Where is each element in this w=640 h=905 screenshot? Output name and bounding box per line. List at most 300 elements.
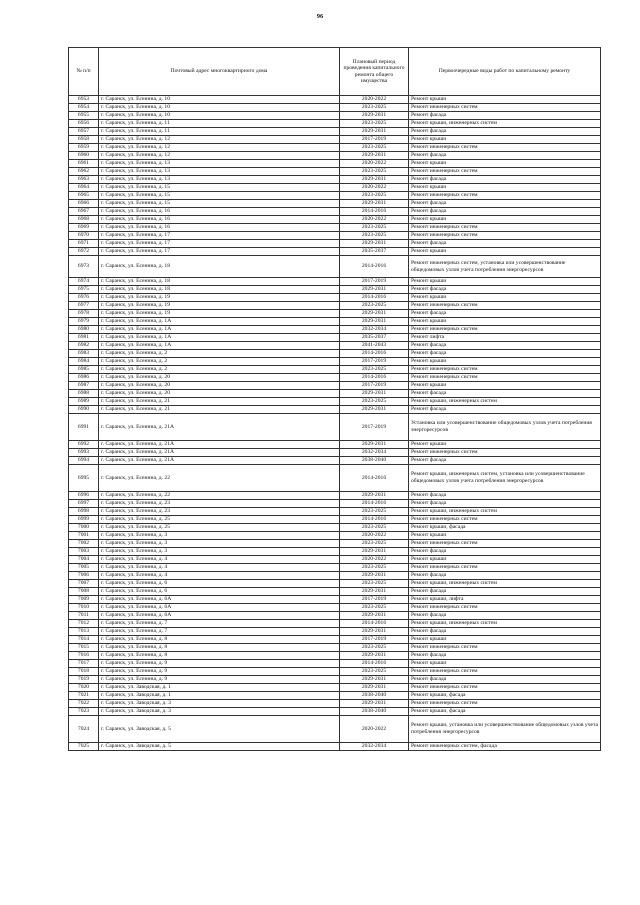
table-row <box>69 676 601 684</box>
row-number: 6973 <box>69 256 99 278</box>
row-period: 2020-2022 <box>340 216 409 224</box>
table-row <box>69 556 601 564</box>
table-row <box>69 200 601 208</box>
row-period: 2032-2034 <box>340 326 409 334</box>
row-address: г. Саранск, ул. Есенина, д. 13 <box>99 160 340 168</box>
row-address: г. Саранск, ул. Есенина, д. 12 <box>99 144 340 152</box>
row-address: г. Саранск, ул. Есенина, д. 21А <box>99 457 340 465</box>
row-works: Ремонт инженерных систем <box>409 668 601 676</box>
row-period: 2029-2031 <box>340 492 409 500</box>
row-works: Ремонт фасада <box>409 152 601 160</box>
row-number: 6956 <box>69 120 99 128</box>
table-row <box>69 580 601 588</box>
row-works: Ремонт инженерных систем <box>409 516 601 524</box>
table-row <box>69 449 601 457</box>
row-address: г. Саранск, ул. Есенина, д. 2 <box>99 350 340 358</box>
row-address: г. Саранск, ул. Есенина, д. 2 <box>99 358 340 366</box>
row-number: 7009 <box>69 596 99 604</box>
row-address: г. Саранск, ул. Есенина, д. 21 <box>99 406 340 414</box>
table-row <box>69 240 601 248</box>
row-period: 2020-2022 <box>340 184 409 192</box>
table-row <box>69 160 601 168</box>
row-works: Ремонт фасада <box>409 390 601 398</box>
row-period: 2023-2025 <box>340 644 409 652</box>
table-row <box>69 652 601 660</box>
row-number: 7005 <box>69 564 99 572</box>
row-number: 6999 <box>69 516 99 524</box>
row-works: Ремонт инженерных систем <box>409 540 601 548</box>
table-row <box>69 358 601 366</box>
row-works: Ремонт фасада <box>409 548 601 556</box>
row-number: 6997 <box>69 500 99 508</box>
row-works: Ремонт крыши, фасада <box>409 524 601 532</box>
row-period: 2014-2016 <box>340 620 409 628</box>
row-works: Ремонт крыши <box>409 556 601 564</box>
row-address: г. Саранск, ул. Есенина, д. 6 <box>99 588 340 596</box>
row-works: Ремонт инженерных систем <box>409 684 601 692</box>
row-works: Ремонт инженерных систем, фасада <box>409 743 601 751</box>
row-address: г. Саранск, ул. Заводская, д. 1 <box>99 684 340 692</box>
row-period: 2023-2025 <box>340 580 409 588</box>
table-row <box>69 374 601 382</box>
row-period: 2017-2019 <box>340 136 409 144</box>
row-number: 6982 <box>69 342 99 350</box>
row-address: г. Саранск, ул. Есенина, д. 17 <box>99 240 340 248</box>
row-period: 2023-2025 <box>340 144 409 152</box>
row-number: 6967 <box>69 208 99 216</box>
row-period: 2017-2019 <box>340 358 409 366</box>
table-row <box>69 516 601 524</box>
row-number: 6977 <box>69 302 99 310</box>
row-period: 2014-2016 <box>340 350 409 358</box>
row-works: Ремонт крыши, инженерных систем <box>409 620 601 628</box>
row-address: г. Саранск, ул. Есенина, д. 20 <box>99 374 340 382</box>
row-address: г. Саранск, ул. Есенина, д. 20 <box>99 382 340 390</box>
row-works: Ремонт фасада <box>409 350 601 358</box>
row-address: г. Саранск, ул. Есенина, д. 22 <box>99 465 340 492</box>
row-number: 6962 <box>69 168 99 176</box>
row-number: 7023 <box>69 708 99 716</box>
row-number: 6969 <box>69 224 99 232</box>
row-address: г. Саранск, ул. Есенина, д. 9 <box>99 660 340 668</box>
table-row <box>69 342 601 350</box>
row-works: Ремонт инженерных систем <box>409 168 601 176</box>
table-row <box>69 668 601 676</box>
row-period: 2038-2040 <box>340 457 409 465</box>
row-number: 7011 <box>69 612 99 620</box>
row-works: Ремонт крыши <box>409 294 601 302</box>
table-row <box>69 684 601 692</box>
table-row <box>69 588 601 596</box>
table-row <box>69 310 601 318</box>
row-works: Ремонт фасада <box>409 112 601 120</box>
row-address: г. Саранск, ул. Есенина, д. 7 <box>99 620 340 628</box>
row-period: 2029-2031 <box>340 240 409 248</box>
row-period: 2023-2025 <box>340 398 409 406</box>
row-address: г. Саранск, ул. Есенина, д. 1А <box>99 326 340 334</box>
table-row <box>69 382 601 390</box>
row-number: 6988 <box>69 390 99 398</box>
table-row <box>69 572 601 580</box>
header-works: Первоочередные виды работ по капитальному ремонту <box>409 48 601 96</box>
row-period: 2029-2031 <box>340 406 409 414</box>
row-address: г. Саранск, ул. Заводская, д. 1 <box>99 692 340 700</box>
row-works: Ремонт крыши <box>409 358 601 366</box>
table-row <box>69 564 601 572</box>
row-period: 2023-2025 <box>340 564 409 572</box>
row-works: Ремонт инженерных систем <box>409 192 601 200</box>
row-period: 2023-2025 <box>340 366 409 374</box>
table-row <box>69 184 601 192</box>
row-works: Ремонт крыши <box>409 96 601 104</box>
row-works: Ремонт инженерных систем <box>409 144 601 152</box>
table-header-row <box>69 48 601 96</box>
row-address: г. Саранск, ул. Заводская, д. 3 <box>99 708 340 716</box>
table-row <box>69 152 601 160</box>
row-number: 6960 <box>69 152 99 160</box>
row-number: 6994 <box>69 457 99 465</box>
row-address: г. Саранск, ул. Есенина, д. 2 <box>99 366 340 374</box>
row-address: г. Саранск, ул. Есенина, д. 25 <box>99 524 340 532</box>
row-address: г. Саранск, ул. Заводская, д. 3 <box>99 700 340 708</box>
page-number: 96 <box>316 13 324 20</box>
row-period: 2014-2016 <box>340 256 409 278</box>
row-period: 2041-2043 <box>340 342 409 350</box>
row-address: г. Саранск, ул. Есенина, д. 9 <box>99 668 340 676</box>
table-row <box>69 708 601 716</box>
table-row <box>69 216 601 224</box>
row-number: 7008 <box>69 588 99 596</box>
row-period: 2014-2016 <box>340 516 409 524</box>
row-period: 2020-2022 <box>340 160 409 168</box>
row-number: 6955 <box>69 112 99 120</box>
row-period: 2023-2025 <box>340 508 409 516</box>
row-number: 6980 <box>69 326 99 334</box>
row-works: Ремонт крыши, инженерных систем <box>409 580 601 588</box>
row-works: Ремонт инженерных систем <box>409 449 601 457</box>
row-works: Ремонт инженерных систем <box>409 604 601 612</box>
row-period: 2020-2022 <box>340 556 409 564</box>
row-works: Ремонт фасада <box>409 628 601 636</box>
table-row <box>69 176 601 184</box>
row-number: 6983 <box>69 350 99 358</box>
row-address: г. Саранск, ул. Есенина, д. 13 <box>99 176 340 184</box>
table-row <box>69 112 601 120</box>
row-address: г. Саранск, ул. Есенина, д. 13 <box>99 168 340 176</box>
row-period: 2029-2031 <box>340 152 409 160</box>
table-row <box>69 120 601 128</box>
row-address: г. Саранск, ул. Есенина, д. 6А <box>99 596 340 604</box>
row-period: 2014-2016 <box>340 500 409 508</box>
row-address: г. Саранск, ул. Есенина, д. 4 <box>99 564 340 572</box>
row-address: г. Саранск, ул. Есенина, д. 3 <box>99 548 340 556</box>
row-works: Ремонт фасада <box>409 342 601 350</box>
row-number: 6992 <box>69 441 99 449</box>
table-row <box>69 660 601 668</box>
row-period: 2029-2031 <box>340 318 409 326</box>
row-works: Установка или усовершенствование общедомовых узлов учета потребления энергоресурсов <box>409 414 601 441</box>
row-number: 6964 <box>69 184 99 192</box>
row-address: г. Саранск, ул. Есенина, д. 10 <box>99 112 340 120</box>
row-works: Ремонт инженерных систем <box>409 564 601 572</box>
row-address: г. Саранск, ул. Есенина, д. 15 <box>99 192 340 200</box>
row-address: г. Саранск, ул. Есенина, д. 4 <box>99 572 340 580</box>
table-row <box>69 208 601 216</box>
row-address: г. Саранск, ул. Есенина, д. 1А <box>99 318 340 326</box>
table-row <box>69 128 601 136</box>
row-period: 2023-2025 <box>340 224 409 232</box>
row-period: 2014-2016 <box>340 465 409 492</box>
row-number: 6966 <box>69 200 99 208</box>
table-row <box>69 457 601 465</box>
table-row <box>69 620 601 628</box>
row-address: г. Саранск, ул. Есенина, д. 19 <box>99 302 340 310</box>
row-number: 6959 <box>69 144 99 152</box>
row-number: 7021 <box>69 692 99 700</box>
row-address: г. Саранск, ул. Есенина, д. 19 <box>99 294 340 302</box>
table-row <box>69 168 601 176</box>
row-number: 6970 <box>69 232 99 240</box>
row-number: 7010 <box>69 604 99 612</box>
row-period: 2035-2037 <box>340 248 409 256</box>
header-period: Плановый период проведения капитального ремонта общего имущества <box>340 48 409 96</box>
row-period: 2038-2040 <box>340 708 409 716</box>
row-number: 6975 <box>69 286 99 294</box>
row-address: г. Саранск, ул. Есенина, д. 9 <box>99 676 340 684</box>
row-period: 2023-2025 <box>340 192 409 200</box>
row-number: 7020 <box>69 684 99 692</box>
row-period: 2014-2016 <box>340 374 409 382</box>
row-works: Ремонт крыши <box>409 318 601 326</box>
row-works: Ремонт крыши, установка или усовершенствование общедомовых узлов учета потребления энергоресурсов <box>409 716 601 743</box>
row-period: 2035-2037 <box>340 334 409 342</box>
row-period: 2029-2031 <box>340 628 409 636</box>
row-period: 2029-2031 <box>340 310 409 318</box>
row-number: 7024 <box>69 716 99 743</box>
row-address: г. Саранск, ул. Есенина, д. 8 <box>99 644 340 652</box>
row-number: 6986 <box>69 374 99 382</box>
row-address: г. Саранск, ул. Есенина, д. 3 <box>99 540 340 548</box>
row-number: 6984 <box>69 358 99 366</box>
row-works: Ремонт крыши, фасада <box>409 692 601 700</box>
row-period: 2014-2016 <box>340 208 409 216</box>
table-row <box>69 532 601 540</box>
row-number: 6993 <box>69 449 99 457</box>
row-address: г. Саранск, ул. Есенина, д. 1А <box>99 342 340 350</box>
row-number: 7017 <box>69 660 99 668</box>
row-period: 2023-2025 <box>340 104 409 112</box>
row-period: 2029-2031 <box>340 676 409 684</box>
row-address: г. Саранск, ул. Есенина, д. 8 <box>99 636 340 644</box>
table-row <box>69 414 601 441</box>
table-row <box>69 104 601 112</box>
table-row <box>69 136 601 144</box>
row-period: 2023-2025 <box>340 540 409 548</box>
table-row <box>69 716 601 743</box>
row-number: 7000 <box>69 524 99 532</box>
row-period: 2029-2031 <box>340 128 409 136</box>
row-address: г. Саранск, ул. Есенина, д. 17 <box>99 248 340 256</box>
table-row <box>69 700 601 708</box>
row-period: 2029-2031 <box>340 390 409 398</box>
row-address: г. Саранск, ул. Заводская, д. 5 <box>99 743 340 751</box>
row-works: Ремонт инженерных систем <box>409 366 601 374</box>
row-number: 6957 <box>69 128 99 136</box>
row-works: Ремонт инженерных систем <box>409 104 601 112</box>
row-works: Ремонт крыши <box>409 382 601 390</box>
row-number: 6995 <box>69 465 99 492</box>
row-number: 7012 <box>69 620 99 628</box>
row-address: г. Саранск, ул. Есенина, д. 6А <box>99 604 340 612</box>
table-row <box>69 192 601 200</box>
row-works: Ремонт фасада <box>409 208 601 216</box>
table-row <box>69 596 601 604</box>
table-row <box>69 628 601 636</box>
row-works: Ремонт фасада <box>409 457 601 465</box>
table-row <box>69 500 601 508</box>
row-works: Ремонт фасада <box>409 492 601 500</box>
row-works: Ремонт крыши, инженерных систем <box>409 398 601 406</box>
row-works: Ремонт крыши <box>409 636 601 644</box>
row-period: 2014-2016 <box>340 294 409 302</box>
table-row <box>69 350 601 358</box>
row-number: 7001 <box>69 532 99 540</box>
row-number: 6958 <box>69 136 99 144</box>
row-works: Ремонт фасада <box>409 176 601 184</box>
row-address: г. Саранск, ул. Есенина, д. 17 <box>99 232 340 240</box>
row-number: 6965 <box>69 192 99 200</box>
row-address: г. Саранск, ул. Есенина, д. 20 <box>99 390 340 398</box>
table-row <box>69 302 601 310</box>
row-period: 2029-2031 <box>340 684 409 692</box>
row-works: Ремонт лифта <box>409 334 601 342</box>
row-address: г. Саранск, ул. Есенина, д. 11 <box>99 128 340 136</box>
row-works: Ремонт фасада <box>409 676 601 684</box>
row-address: г. Саранск, ул. Есенина, д. 12 <box>99 136 340 144</box>
row-period: 2029-2031 <box>340 112 409 120</box>
row-period: 2020-2022 <box>340 716 409 743</box>
table-row <box>69 492 601 500</box>
row-works: Ремонт фасада <box>409 240 601 248</box>
table-row <box>69 508 601 516</box>
row-number: 6990 <box>69 406 99 414</box>
table-row <box>69 406 601 414</box>
row-address: г. Саранск, ул. Есенина, д. 16 <box>99 224 340 232</box>
table-row <box>69 326 601 334</box>
row-works: Ремонт крыши <box>409 441 601 449</box>
table-row <box>69 248 601 256</box>
row-works: Ремонт инженерных систем <box>409 700 601 708</box>
row-works: Ремонт крыши <box>409 248 601 256</box>
row-period: 2017-2019 <box>340 278 409 286</box>
row-works: Ремонт фасада <box>409 200 601 208</box>
row-number: 7018 <box>69 668 99 676</box>
table-row <box>69 278 601 286</box>
row-works: Ремонт крыши <box>409 184 601 192</box>
row-works: Ремонт фасада <box>409 572 601 580</box>
row-period: 2023-2025 <box>340 668 409 676</box>
row-period: 2029-2031 <box>340 548 409 556</box>
row-number: 6954 <box>69 104 99 112</box>
row-number: 6963 <box>69 176 99 184</box>
row-period: 2029-2031 <box>340 588 409 596</box>
row-works: Ремонт фасада <box>409 128 601 136</box>
row-works: Ремонт фасада <box>409 406 601 414</box>
table-row <box>69 743 601 751</box>
row-number: 6985 <box>69 366 99 374</box>
table-row <box>69 644 601 652</box>
row-address: г. Саранск, ул. Есенина, д. 10 <box>99 96 340 104</box>
row-works: Ремонт крыши, лифта <box>409 596 601 604</box>
row-number: 7006 <box>69 572 99 580</box>
table-row <box>69 636 601 644</box>
row-address: г. Саранск, ул. Есенина, д. 12 <box>99 152 340 160</box>
table-row <box>69 540 601 548</box>
table-row <box>69 334 601 342</box>
row-period: 2029-2031 <box>340 652 409 660</box>
row-period: 2023-2025 <box>340 604 409 612</box>
header-num: № п/п <box>69 48 99 96</box>
table-row <box>69 366 601 374</box>
row-works: Ремонт фасада <box>409 588 601 596</box>
row-number: 7014 <box>69 636 99 644</box>
row-works: Ремонт инженерных систем <box>409 302 601 310</box>
row-number: 7004 <box>69 556 99 564</box>
row-address: г. Саранск, ул. Есенина, д. 23 <box>99 500 340 508</box>
row-number: 6961 <box>69 160 99 168</box>
table-row <box>69 465 601 492</box>
table-row <box>69 398 601 406</box>
row-number: 6978 <box>69 310 99 318</box>
row-period: 2017-2019 <box>340 382 409 390</box>
row-works: Ремонт крыши <box>409 136 601 144</box>
row-address: г. Саранск, ул. Есенина, д. 21А <box>99 441 340 449</box>
table-body <box>69 96 601 751</box>
row-works: Ремонт крыши <box>409 160 601 168</box>
row-period: 2029-2031 <box>340 286 409 294</box>
row-period: 2023-2025 <box>340 524 409 532</box>
row-period: 2020-2022 <box>340 532 409 540</box>
row-number: 7002 <box>69 540 99 548</box>
row-period: 2032-2034 <box>340 449 409 457</box>
row-number: 6989 <box>69 398 99 406</box>
row-number: 7013 <box>69 628 99 636</box>
row-period: 2029-2031 <box>340 441 409 449</box>
row-number: 6996 <box>69 492 99 500</box>
row-works: Ремонт фасада <box>409 500 601 508</box>
row-address: г. Саранск, ул. Есенина, д. 4 <box>99 556 340 564</box>
row-address: г. Саранск, ул. Есенина, д. 8 <box>99 652 340 660</box>
row-address: г. Саранск, ул. Есенина, д. 21А <box>99 449 340 457</box>
row-period: 2029-2031 <box>340 572 409 580</box>
table-row <box>69 612 601 620</box>
row-works: Ремонт инженерных систем, установка или усовершенствование общедомовых узлов учета потребления энергоресурсов <box>409 256 601 278</box>
row-works: Ремонт крыши <box>409 216 601 224</box>
row-address: г. Саранск, ул. Есенина, д. 6А <box>99 612 340 620</box>
row-address: г. Саранск, ул. Есенина, д. 15 <box>99 184 340 192</box>
row-address: г. Саранск, ул. Есенина, д. 18 <box>99 286 340 294</box>
table-row <box>69 232 601 240</box>
row-address: г. Саранск, ул. Есенина, д. 19 <box>99 310 340 318</box>
row-address: г. Саранск, ул. Есенина, д. 21А <box>99 414 340 441</box>
table-row <box>69 318 601 326</box>
row-works: Ремонт фасада <box>409 310 601 318</box>
row-period: 2020-2022 <box>340 96 409 104</box>
row-works: Ремонт крыши, инженерных систем <box>409 120 601 128</box>
row-address: г. Саранск, ул. Есенина, д. 16 <box>99 216 340 224</box>
table-row <box>69 604 601 612</box>
row-address: г. Саранск, ул. Есенина, д. 7 <box>99 628 340 636</box>
